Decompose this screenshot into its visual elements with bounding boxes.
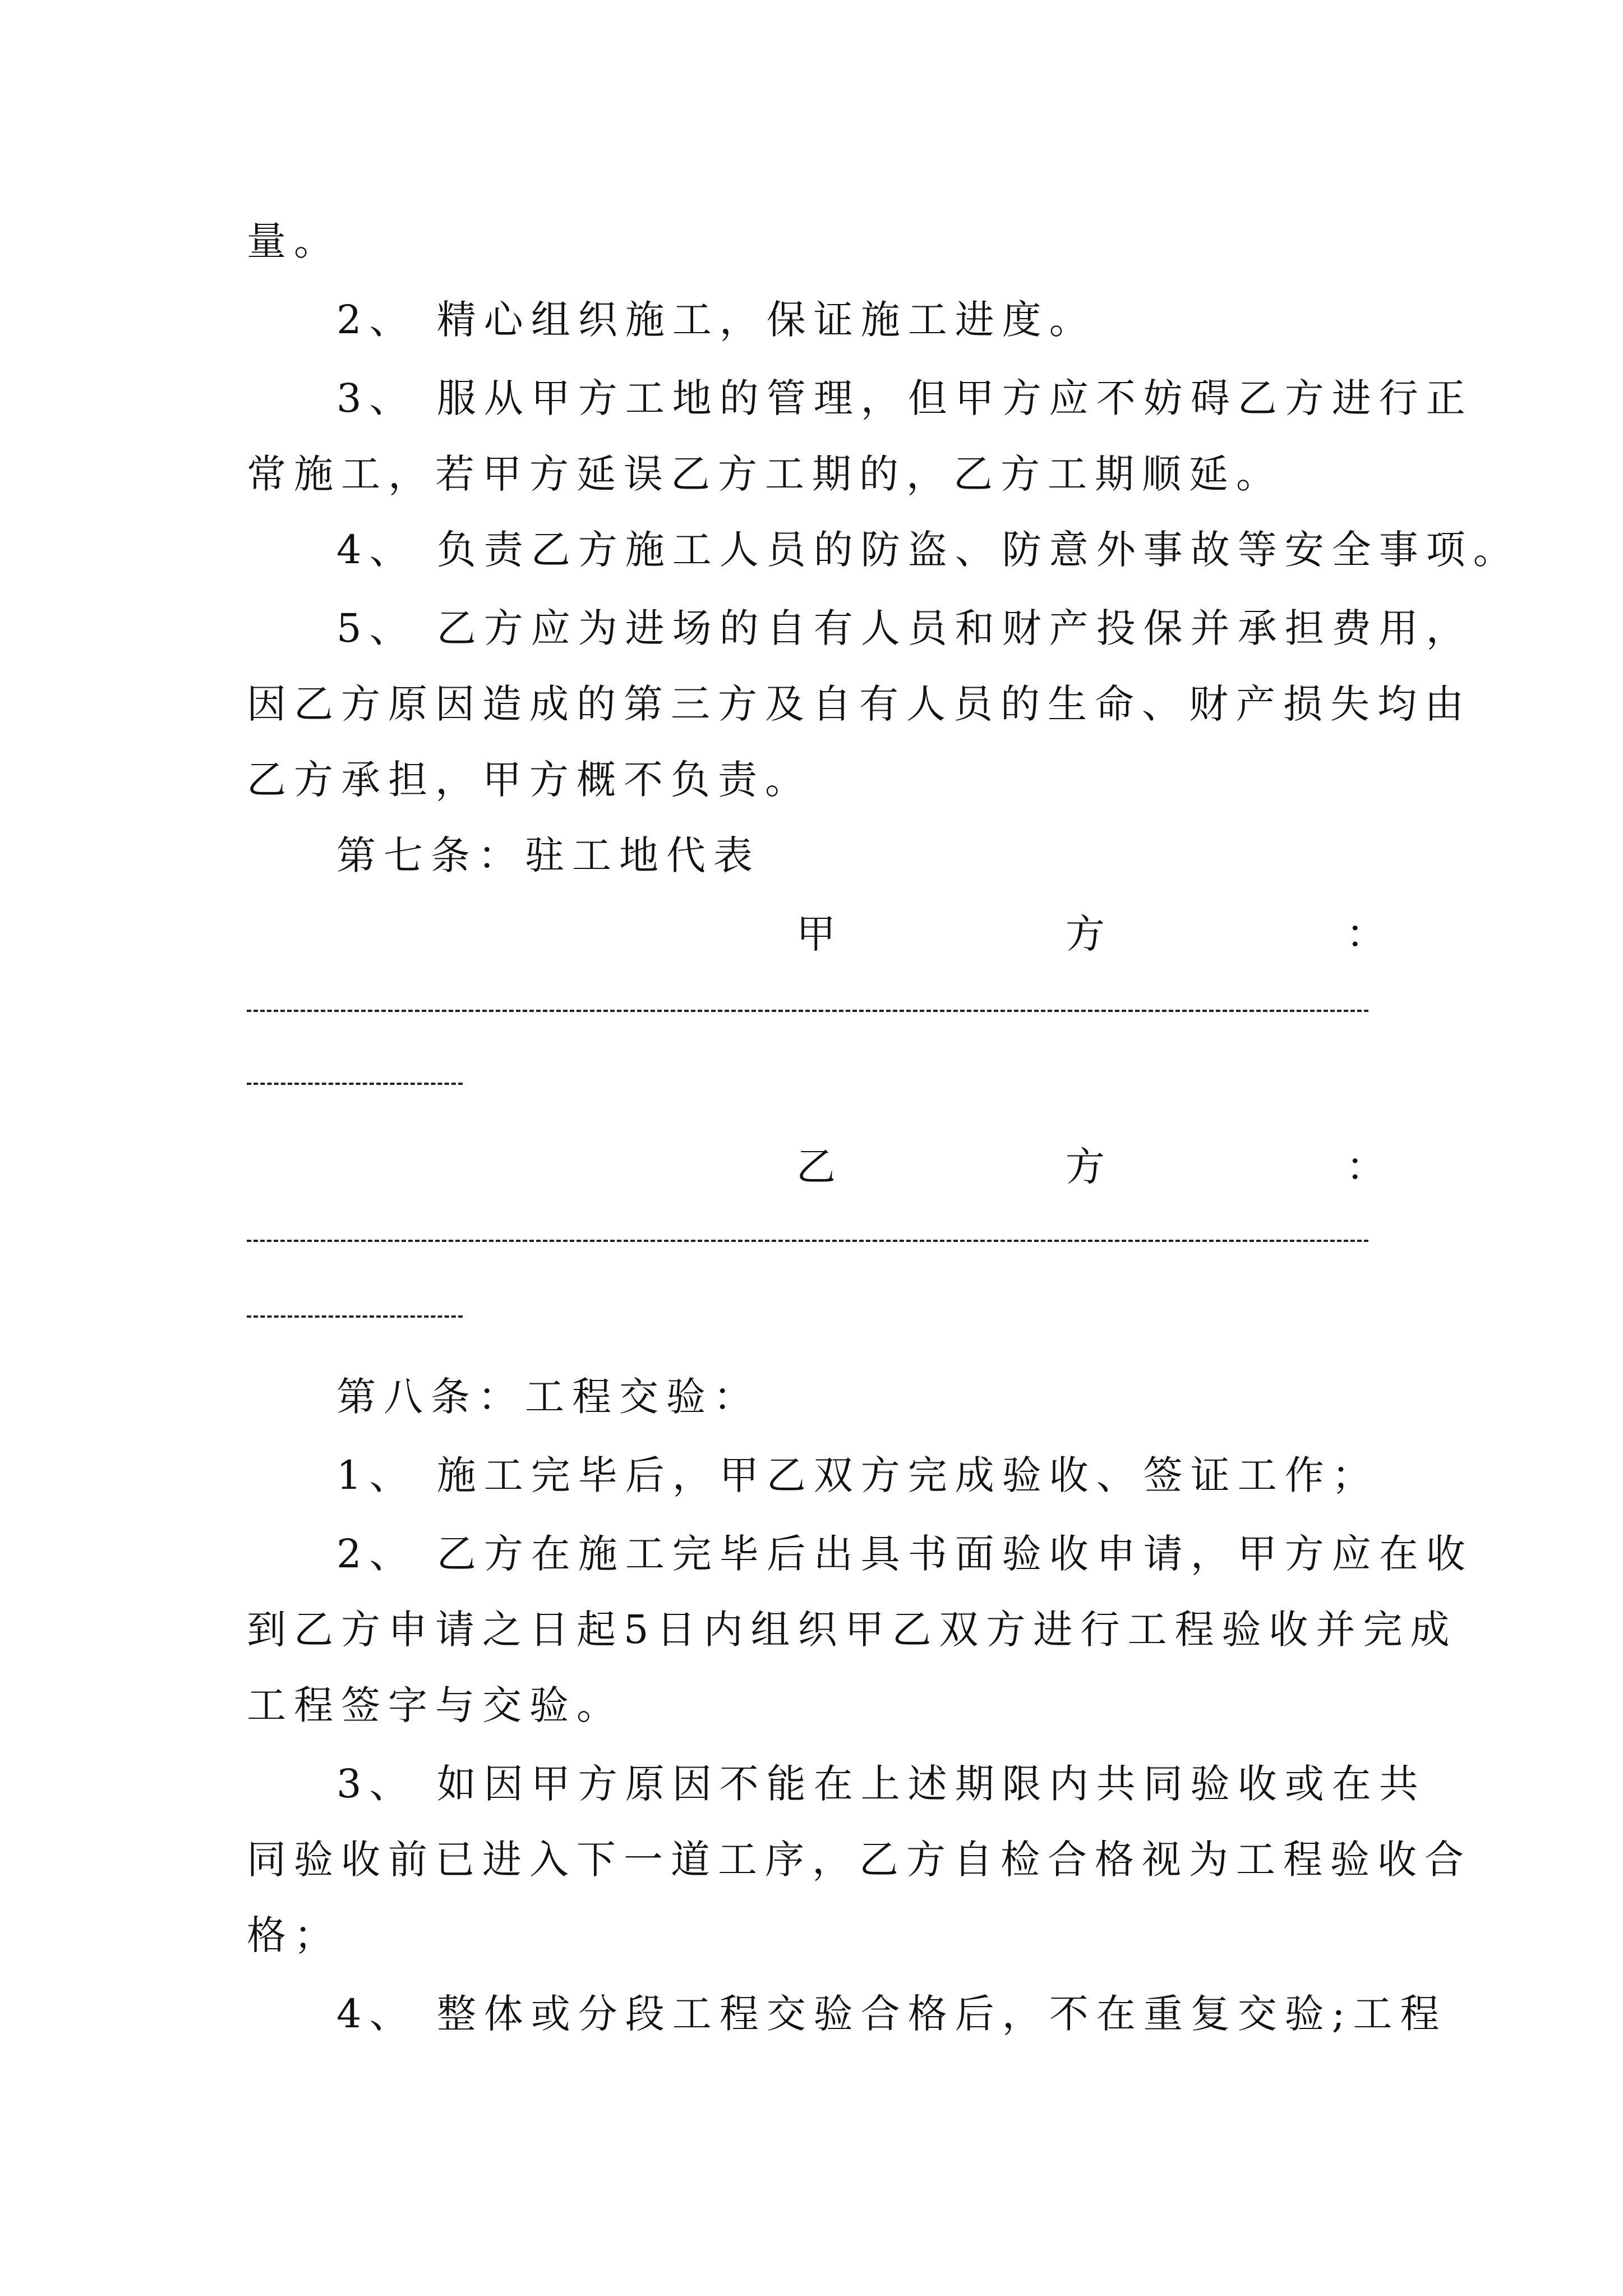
paragraph-line: 3、 服从甲方工地的管理，但甲方应不妨碍乙方进行正 [336,375,1473,421]
paragraph-line: 1、 施工完毕后，甲乙双方完成验收、签证工作； [336,1452,1379,1498]
paragraph-line: 常施工，若甲方延误乙方工期的，乙方工期顺延。 [247,451,1283,497]
paragraph-line: 工程签字与交验。 [247,1682,624,1728]
party-a-label-2: 方 [1066,911,1105,957]
party-b-signature-line-cont [247,1315,463,1318]
paragraph-line: 因乙方原因造成的第三方及自有人员的生命、财产损失均由 [247,681,1472,727]
party-b-row [247,1142,1391,1192]
paragraph-line: 格； [247,1912,341,1958]
party-b-signature-line [247,1240,1368,1242]
party-a-signature-line [247,1010,1368,1012]
party-a-signature-line-cont [247,1083,463,1085]
party-b-colon: ： [1346,1144,1385,1190]
party-a-row [247,909,1391,959]
paragraph-line: 3、 如因甲方原因不能在上述期限内共同验收或在共 [336,1761,1426,1807]
paragraph-line: 5、 乙方应为进场的自有人员和财产投保并承担费用， [336,605,1473,651]
paragraph-line: 2、 精心组织施工，保证施工进度。 [336,297,1096,343]
party-b-label-1: 乙 [796,1144,836,1190]
paragraph-line: 同验收前已进入下一道工序，乙方自检合格视为工程验收合 [247,1837,1472,1883]
article-heading: 第八条：工程交验： [336,1374,760,1420]
paragraph-line: 乙方承担，甲方概不负责。 [247,757,812,803]
article-heading: 第七条：驻工地代表 [336,832,760,878]
paragraph-line: 2、 乙方在施工完毕后出具书面验收申请，甲方应在收 [336,1531,1473,1577]
paragraph-line: 4、 负责乙方施工人员的防盗、防意外事故等安全事项。 [336,527,1520,573]
party-a-label-1: 甲 [796,911,836,957]
paragraph-line: 4、 整体或分段工程交验合格后，不在重复交验;工程 [336,1991,1447,2037]
paragraph-line: 到乙方申请之日起5日内组织甲乙双方进行工程验收并完成 [247,1607,1458,1653]
party-b-label-2: 方 [1066,1144,1105,1190]
paragraph-line: 量。 [247,218,341,264]
party-a-colon: ： [1346,911,1385,957]
